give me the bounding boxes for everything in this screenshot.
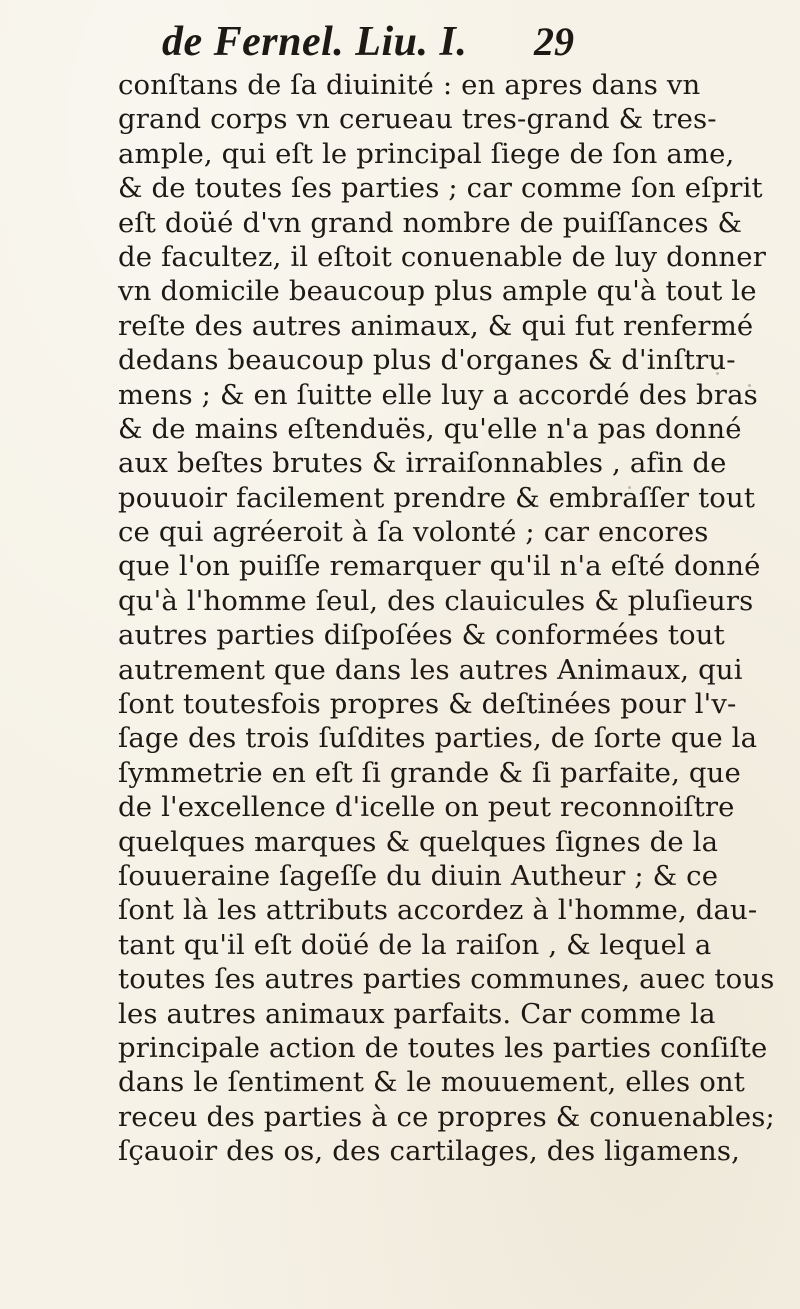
running-title: de Fernel. Liu. I. [162,19,468,65]
paper-speck [748,384,751,387]
text-line: mens ; & en ſuitte elle luy a accordé des bras [118,378,758,411]
text-line: vn domicile beaucoup plus ample qu'à tout le [118,275,757,308]
text-line: autres parties diſpoſées & conformées tout [118,619,725,652]
body-text [118,68,775,1169]
text-line: & de mains eſtenduës, qu'elle n'a pas donné [118,412,742,445]
text-line: & de toutes ſes parties ; car comme ſon eſprit [118,172,763,205]
page-number: 29 [534,19,574,64]
text-line: dans le ſentiment & le mouuement, elles ont [118,1066,745,1099]
page-header [0,14,800,70]
text-line: ſçauoir des os, des cartilages, des ligamens, [118,1135,740,1168]
text-line: tant qu'il eſt doüé de la raiſon , & lequel a [118,928,712,961]
text-line: ſont là les attributs accordez à l'homme, dau- [118,894,758,927]
text-line: ſage des trois ſuſdites parties, de ſorte que la [118,722,758,755]
paper-speck [716,372,719,375]
text-line: pouuoir facilement prendre & embraſſer tout [118,481,756,514]
text-line: principale action de toutes les parties conſiſte [118,1031,768,1064]
text-line: ſont toutesfois propres & deſtinées pour l'v- [118,688,737,721]
paper-speck [696,366,699,369]
text-line: reſte des autres animaux, & qui fut renfermé [118,309,754,342]
text-line: de l'excellence d'icelle on peut reconnoiſtre [118,791,735,824]
text-line: ample, qui eſt le principal ſiege de ſon ame, [118,137,735,170]
text-line: eſt doüé d'vn grand nombre de puiſſances & [118,206,743,239]
text-line: dedans beaucoup plus d'organes & d'inſtru- [118,344,736,377]
text-line: grand corps vn cerueau tres-grand & tres- [118,103,717,136]
text-line: receu des parties à ce propres & conuenables; [118,1100,775,1133]
text-line: ſouueraine ſageſſe du diuin Autheur ; & ce [118,859,719,892]
text-line: que l'on puiſſe remarquer qu'il n'a eſté donné [118,550,761,583]
text-line: de facultez, il eſtoit conuenable de luy donner [118,240,767,273]
text-line: conſtans de ſa diuinité : en apres dans vn [118,69,701,101]
text-line: les autres animaux parfaits. Car comme la [118,997,716,1030]
text-line: autrement que dans les autres Animaux, qui [118,653,743,686]
paper-speck [628,486,631,489]
text-line: quelques marques & quelques ſignes de la [118,825,719,858]
text-line: qu'à l'homme ſeul, des clauicules & pluſieurs [118,584,754,617]
text-line: toutes ſes autres parties communes, auec tous [118,963,775,996]
text-line: ce qui agréeroit à ſa volonté ; car encores [118,516,709,549]
text-line: aux beſtes brutes & irraiſonnables , afin de [118,447,727,480]
text-line: ſymmetrie en eſt ſi grande & ſi parfaite, que [118,756,741,789]
